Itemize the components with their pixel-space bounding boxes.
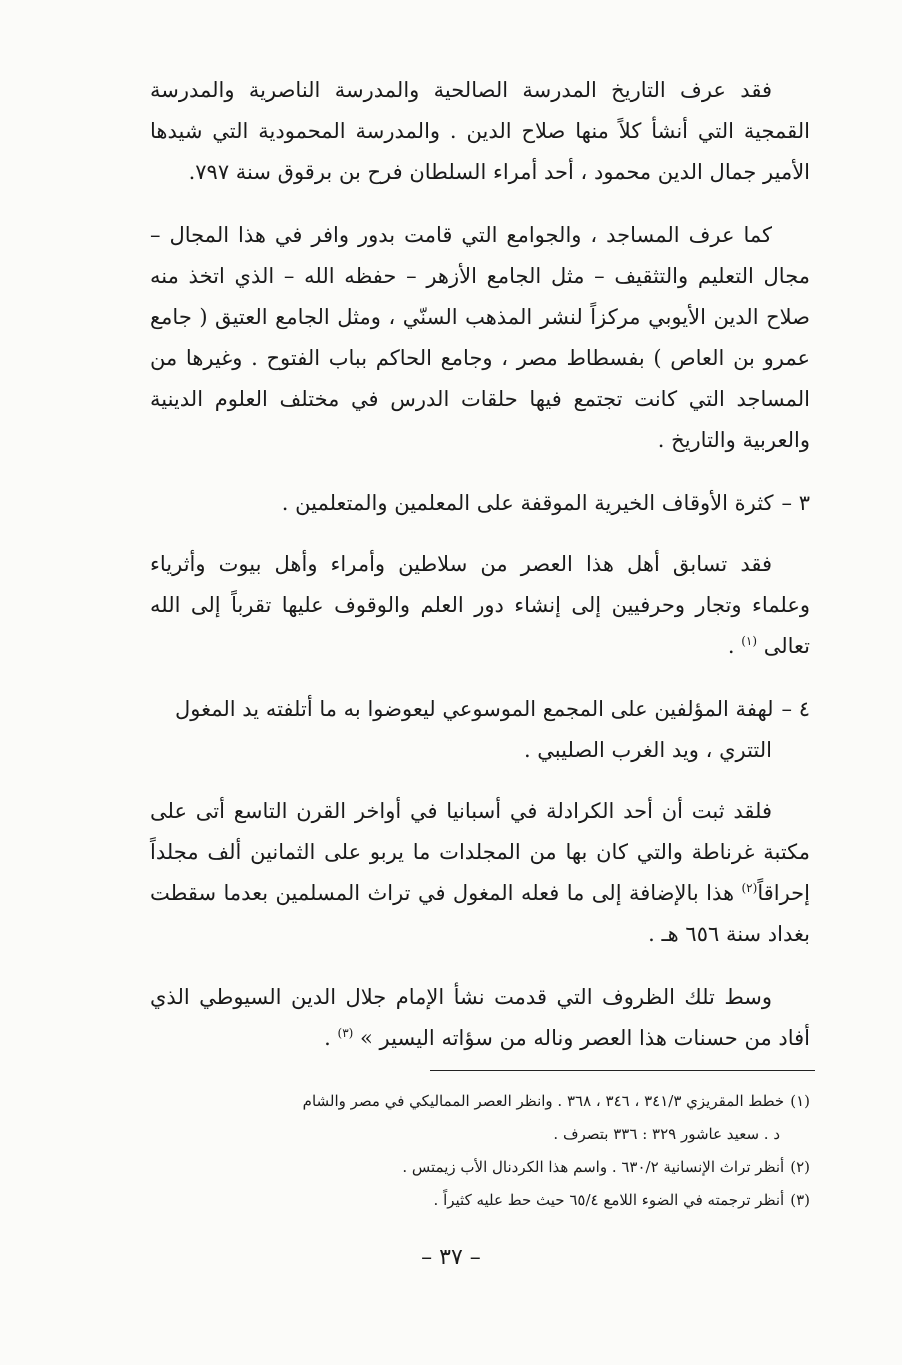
- footnote-2-number: (٢): [790, 1158, 810, 1176]
- point-3-number: ٣ –: [781, 491, 810, 515]
- footnote-ref-2: (٢): [741, 881, 758, 895]
- footnote-1-text: خطط المقريزي ٣٤١/٣ ، ٣٤٦ ، ٣٦٨ . وانظر العصر المماليكي في مصر والشام: [302, 1092, 785, 1110]
- footnote-ref-3: (٣): [337, 1026, 354, 1040]
- footnote-ref-1: (١): [741, 634, 758, 648]
- footnote-3: [150, 1184, 810, 1217]
- paragraph-granada-text-b: هذا بالإضافة إلى ما فعله المغول في تراث المسلمين بعدما سقطت بغداد سنة ٦٥٦ هـ .: [150, 881, 810, 946]
- paragraph-mosques: كما عرف المساجد ، والجوامع التي قامت بدور وافر في هذا المجال – مجال التعليم والتثقيف – مثل الجامع الأزهر – حفظه الله – الذي اتخذ منه صلاح الدين الأيوبي مركزاً لنشر المذهب السنّي ، ومثل الجامع العتيق ( جامع عمرو بن العاص ) بفسطاط مصر ، وجامع الحاكم بباب الفتوح . وغيرها من المساجد التي كانت تجتمع فيها حلقات الدرس في مختلف العلوم الدينية والعربية والتاريخ .: [150, 223, 810, 452]
- paragraph-endowments-end: .: [727, 634, 742, 658]
- paragraph-granada-text-a: فلقد ثبت أن أحد الكرادلة في أسبانيا في أواخر القرن التاسع أتى على مكتبة غرناطة والتي كان بها من المجلدات ما يربو على الثمانين ألف مجلداً إحراقاً: [150, 799, 810, 905]
- footnote-3-number: (٣): [790, 1191, 810, 1209]
- paragraph-suyuti: [150, 977, 810, 1059]
- paragraph-suyuti-end: .: [324, 1026, 338, 1050]
- point-3-text: كثرة الأوقاف الخيرية الموقفة على المعلمين والمتعلمين .: [281, 491, 774, 515]
- footnote-2-text: أنظر تراث الإنسانية ٦٣٠/٢ . واسم هذا الكردنال الأب زيمتس .: [402, 1158, 785, 1176]
- footnote-2: [150, 1151, 810, 1184]
- footnote-1-number: (١): [790, 1092, 810, 1110]
- paragraph-granada: [150, 791, 810, 955]
- point-4-text: لهفة المؤلفين على المجمع الموسوعي ليعوضوا به ما أتلفته يد المغول التتري ، ويد الغرب الصليبي .: [175, 697, 774, 762]
- main-text: [150, 70, 810, 1081]
- footnote-1: [150, 1085, 810, 1118]
- paragraph-endowments: [150, 544, 810, 667]
- point-4-number: ٤ –: [781, 697, 810, 721]
- footnotes: [150, 1085, 810, 1217]
- point-4-heading: [150, 689, 810, 771]
- paragraph-schools: فقد عرف التاريخ المدرسة الصالحية والمدرسة الناصرية والمدرسة القمجية التي أنشأ كلاً منها صلاح الدين . والمدرسة المحمودية التي شيدها الأمير جمال الدين محمود ، أحد أمراء السلطان فرح بن برقوق سنة ٧٩٧.: [150, 78, 810, 184]
- point-3-heading: [150, 483, 810, 524]
- footnote-3-text: أنظر ترجمته في الضوء اللامع ٦٥/٤ حيث حط عليه كثيراً .: [433, 1191, 785, 1209]
- paragraph-endowments-text: فقد تسابق أهل هذا العصر من سلاطين وأمراء وأهل بيوت وأثرياء وعلماء وتجار وحرفيين إلى إنشاء دور العلم والوقوف عليها تقرباً إلى الله تعالى: [150, 552, 810, 658]
- paragraph-suyuti-text: وسط تلك الظروف التي قدمت نشأ الإمام جلال الدين السيوطي الذي أفاد من حسنات هذا العصر وناله من سؤاته اليسير »: [150, 985, 810, 1050]
- page-number: – ٣٧ –: [421, 1245, 481, 1270]
- footnote-divider: [430, 1070, 815, 1071]
- footnote-1-continuation: د . سعيد عاشور ٣٢٩ : ٣٣٦ بتصرف .: [553, 1125, 780, 1143]
